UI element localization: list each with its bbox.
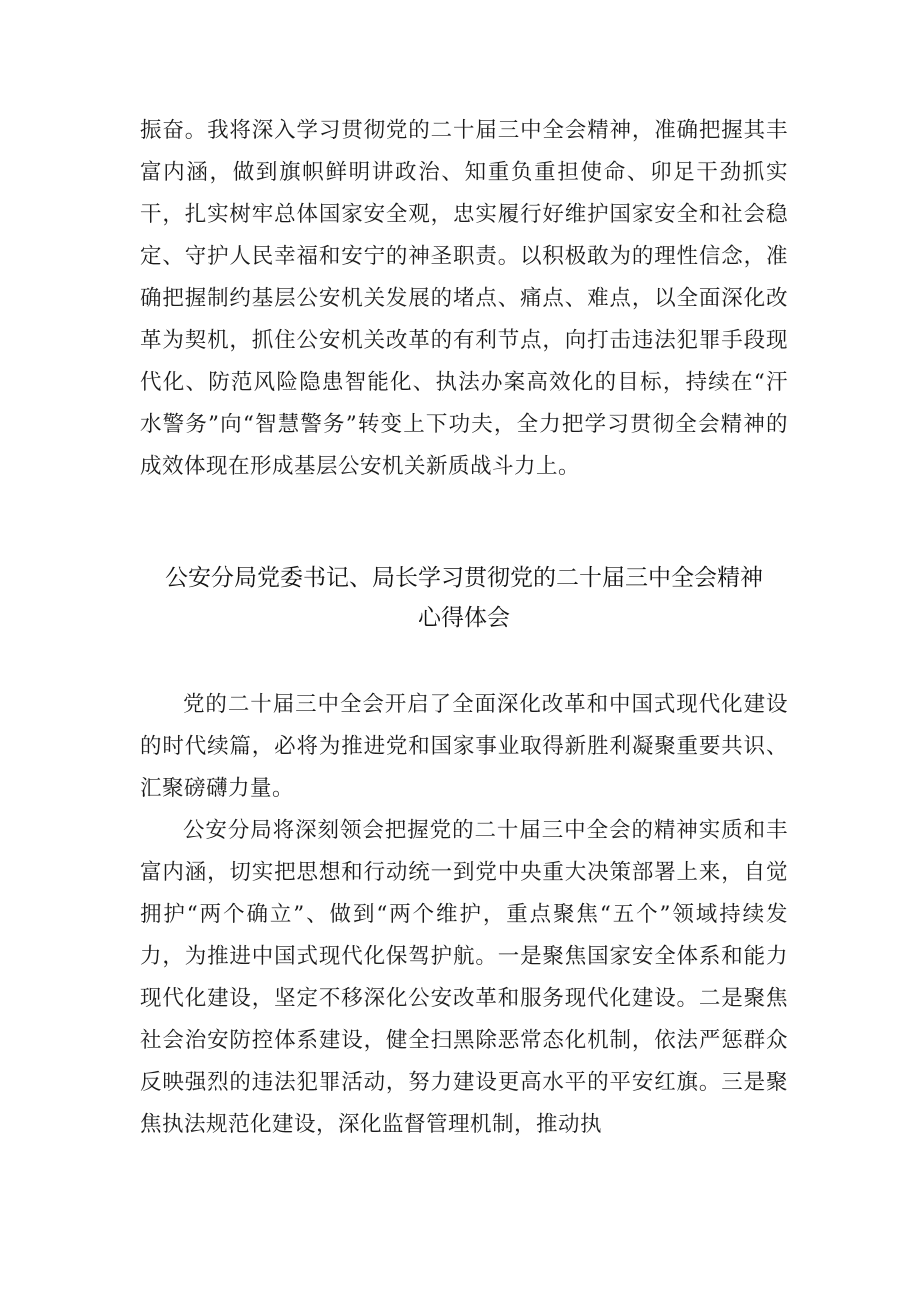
section-heading	[140, 558, 788, 638]
paragraph-1: 党的二十届三中全会开启了全面深化改革和中国式现代化建设的时代续篇，必将为推进党和国家事业取得新胜利凝聚重要共识、汇聚磅礴力量。	[140, 692, 788, 801]
heading-line-2: 心得体会	[418, 605, 510, 631]
paragraph-2: 公安分局将深刻领会把握党的二十届三中全会的精神实质和丰富内涵，切实把思想和行动统一到党中央重大决策部署上来，自觉拥护“两个确立”、做到“两个维护，重点聚焦“五个”领域持续发力，为推进中国式现代化保驾护航。一是聚焦国家安全体系和能力现代化建设，坚定不移深化公安改革和服务现代化建设。二是聚焦社会治安防控体系建设，健全扫黑除恶常态化机制，依法严惩群众反映强烈的违法犯罪活动，努力建设更高水平的平安红旗。三是聚焦执法规范化建设，深化监督管理机制，推动执	[140, 818, 788, 1137]
continued-paragraph: 振奋。我将深入学习贯彻党的二十届三中全会精神，准确把握其丰富内涵，做到旗帜鲜明讲政治、知重负重担使命、卯足干劲抓实干，扎实树牢总体国家安全观，忠实履行好维护国家安全和社会稳定、守护人民幸福和安宁的神圣职责。以积极敢为的理性信念，准确把握制约基层公安机关发展的堵点、痛点、难点，以全面深化改革为契机，抓住公安机关改革的有利节点，向打击违法犯罪手段现代化、防范风险隐患智能化、执法办案高效化的目标，持续在“汗水警务”向“智慧警务”转变上下功夫，全力把学习贯彻全会精神的成效体现在形成基层公安机关新质战斗力上。	[140, 118, 788, 479]
section-body	[140, 684, 788, 1146]
heading-line-1: 公安分局党委书记、局长学习贯彻党的二十届三中全会精神	[165, 565, 763, 591]
